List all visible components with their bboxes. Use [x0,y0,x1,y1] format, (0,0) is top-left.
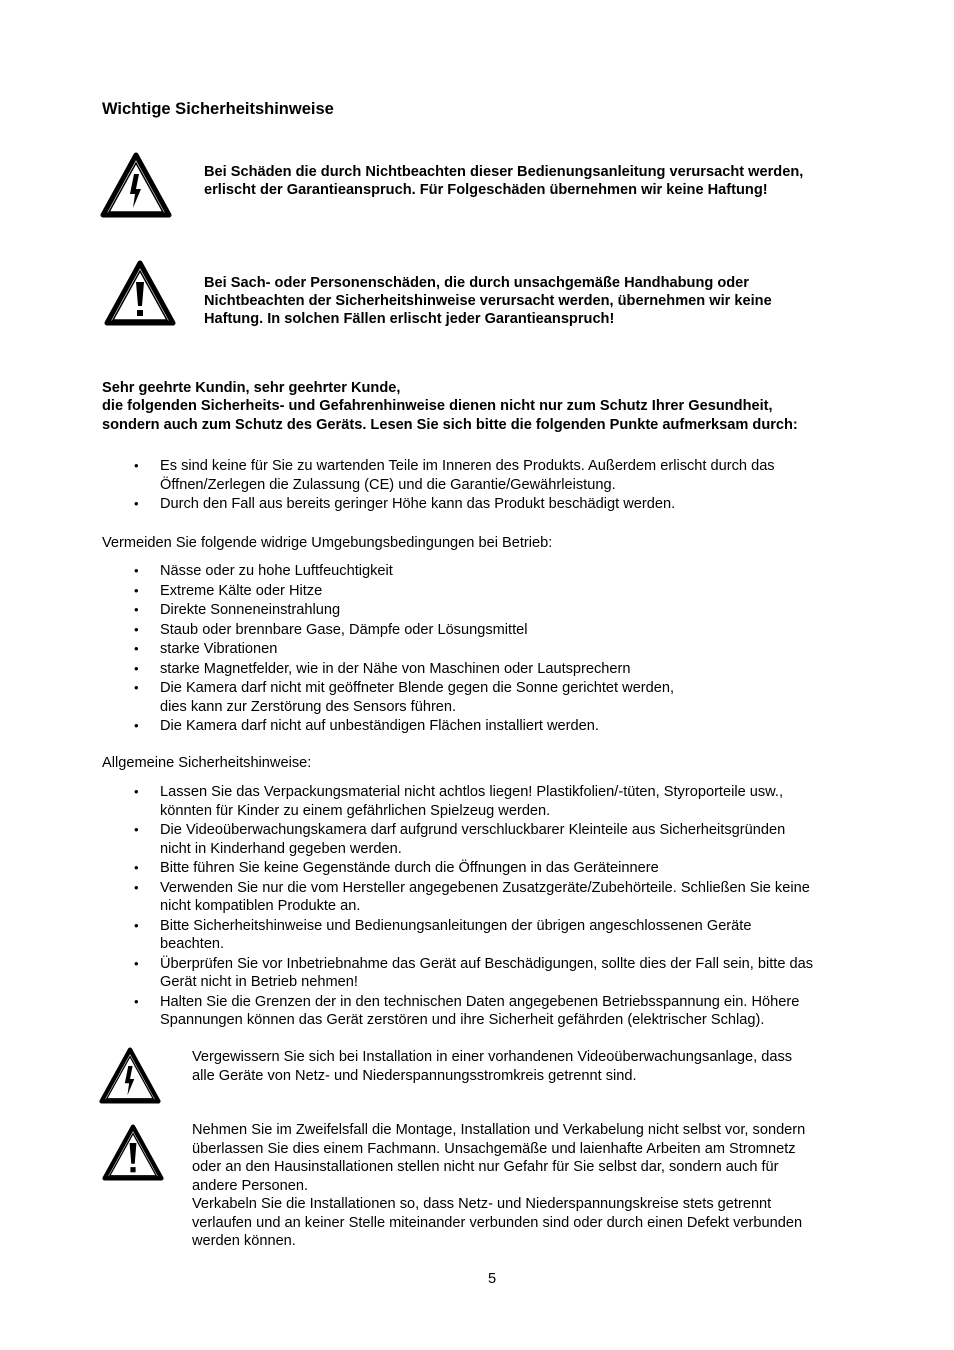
high-voltage-icon [100,152,172,218]
list-item: • starke Vibrationen [134,641,278,657]
list-item: • Nässe oder zu hohe Luftfeuchtigkeit [134,563,393,579]
warning-damage-text: Bei Sach- oder Personenschäden, die durch unsachgemäße Handhabung oder Nichtbeachten der Sicherheitshinweise verursacht werden, übernehmen wir keine Haftung. In solchen Fällen erlischt jeder Garantieanspruch! [204,275,772,327]
list-item: • starke Magnetfelder, wie in der Nähe von Maschinen oder Lautsprechern [134,660,631,677]
product-notes-list [102,457,902,515]
exclamation-warning-icon [104,260,176,326]
page-title: Wichtige Sicherheitshinweise [102,100,334,118]
list-item: • Die Videoüberwachungskamera darf aufgrund verschluckbarer Kleinteile aus Sicherheitsgründen nicht in Kinderhand gegeben werden. [134,822,786,857]
list-item: • Direkte Sonneneinstrahlung [134,602,341,618]
environment-heading: Vermeiden Sie folgende widrige Umgebungsbedingungen bei Betrieb: [102,535,553,551]
general-safety-list [102,783,902,1031]
list-item: • Bitte Sicherheitshinweise und Bedienungsanleitungen der übrigen angeschlossenen Geräte beachten. [134,917,752,952]
customer-intro: Sehr geehrte Kundin, sehr geehrter Kunde, die folgenden Sicherheits- und Gefahrenhinweise dienen nicht nur zum Schutz Ihrer Gesundheit, sondern auch zum Schutz des Geräts. Lesen Sie sich bitte die folgenden Punkte aufmerksam durch: [102,380,798,433]
list-item: • Die Kamera darf nicht mit geöffneter Blende gegen die Sonne gerichtet werden, dies kann zur Zerstörung des Sensors führen. [134,680,675,715]
professional-installation-text: Nehmen Sie im Zweifelsfall die Montage, Installation und Verkabelung nicht selbst vor, sondern überlassen Sie dies einem Fachmann. Unsachgemäße und laienhafte Arbeiten am Stromnetz oder an den Hausinstallationen stellen nicht nur Gefahr für Sie selbst dar, sondern auch für andere Personen. Verkabeln Sie die Installationen so, dass Netz- und Niederspannungskreise stets getrennt verlaufen und an keiner Stelle miteinander verbunden sind oder durch einen Defekt verbunden werden können. [192,1122,806,1249]
environment-list [102,562,902,737]
page-number: 5 [487,1271,497,1287]
list-item: • Lassen Sie das Verpackungsmaterial nicht achtlos liegen! Plastikfolien/-tüten, Styroporteile usw., könnten für Kinder zu einem gefährlichen Spielzeug werden. [134,784,784,819]
general-heading: Allgemeine Sicherheitshinweise: [102,755,312,771]
list-item: • Durch den Fall aus bereits geringer Höhe kann das Produkt beschädigt werden. [134,496,676,512]
list-item: • Extreme Kälte oder Hitze [134,582,323,599]
list-item: • Verwenden Sie nur die vom Hersteller angegebenen Zusatzgeräte/Zubehörteile. Schließen Sie keine nicht kompatiblen Produkte an. [134,879,810,914]
list-item: • Halten Sie die Grenzen der in den technischen Daten angegebenen Betriebsspannung ein. Höhere Spannungen können das Gerät zerstören und ihre Sicherheit gefährden (elektrischer Schlag). [134,993,800,1028]
list-item: • Überprüfen Sie vor Inbetriebnahme das Gerät auf Beschädigungen, sollte dies der Fall sein, bitte das Gerät nicht in Betrieb nehmen! [134,955,814,990]
high-voltage-icon [99,1047,161,1104]
list-item: • Bitte führen Sie keine Gegenstände durch die Öffnungen in das Geräteinnere [134,860,659,876]
list-item: • Es sind keine für Sie zu wartenden Teile im Inneren des Produkts. Außerdem erlischt durch das Öffnen/Zerlegen die Zulassung (CE) und die Garantie/Gewährleistung. [134,458,775,493]
list-item: • Staub oder brennbare Gase, Dämpfe oder Lösungsmittel [134,621,528,638]
warning-liability-text: Bei Schäden die durch Nichtbeachten dieser Bedienungsanleitung verursacht werden, erlischt der Garantieanspruch. Für Folgeschäden übernehmen wir keine Haftung! [204,164,804,198]
exclamation-warning-icon [102,1124,164,1181]
list-item: • Die Kamera darf nicht auf unbeständigen Flächen installiert werden. [134,718,599,734]
installation-warning-text: Vergewissern Sie sich bei Installation in einer vorhandenen Videoüberwachungsanlage, dass alle Geräte von Netz- und Niederspannungsstromkreis getrennt sind. [192,1049,793,1084]
